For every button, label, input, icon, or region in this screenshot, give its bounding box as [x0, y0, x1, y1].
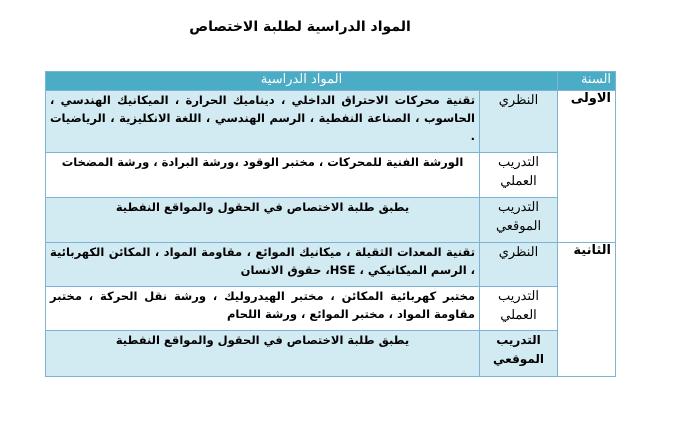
table-row	[46, 287, 616, 331]
content-cell: مختبر كهربائية المكائن ، مختبر الهيدروليك ، ورشة نقل الحركة ، مختبر مقاومة المواد ، مختبر الموائع ، ورشة اللحام	[46, 287, 480, 331]
table-row	[46, 153, 616, 198]
content-cell: يطبق طلبة الاختصاص في الحقول والمواقع النفطية	[46, 198, 480, 243]
type-cell: التدريب الموقعي	[480, 198, 558, 243]
header-year: السنة	[558, 72, 616, 91]
content-cell: يطبق طلبة الاختصاص في الحقول والمواقع النفطية	[46, 331, 480, 377]
type-cell: التدريب الموقعي	[480, 331, 558, 377]
table-header-row	[46, 72, 616, 91]
type-cell: التدريب العملي	[480, 287, 558, 331]
table-row	[46, 198, 616, 243]
content-cell: تقنية المعدات الثقيلة ، ميكانيك الموائع ، مقاومة المواد ، المكائن الكهربائية ، الرسم الميكانيكي ، HSE، حقوق الانسان	[46, 243, 480, 287]
subjects-table	[45, 71, 616, 377]
type-cell: النظري	[480, 243, 558, 287]
document-title: المواد الدراسية لطلبة الاختصاص	[189, 19, 411, 35]
year-cell-second: الثانية	[558, 243, 616, 377]
content-cell: الورشة الفنية للمحركات ، مختبر الوقود ،ورشة البرادة ، ورشة المضخات	[46, 153, 480, 198]
content-cell: تقنية محركات الاحتراق الداخلي ، ديناميك الحرارة ، الميكانيك الهندسي ، الحاسوب ، الصناعة النفطية ، الرسم الهندسي ، اللغة الانكليزية ، الرياضيات .	[46, 91, 480, 153]
type-cell: التدريب العملي	[480, 153, 558, 198]
header-subjects: المواد الدراسية	[46, 72, 558, 91]
type-cell: النظري	[480, 91, 558, 153]
table-row	[46, 331, 616, 377]
table-row	[46, 91, 616, 153]
year-cell-first: الاولى	[558, 91, 616, 243]
table-row	[46, 243, 616, 287]
